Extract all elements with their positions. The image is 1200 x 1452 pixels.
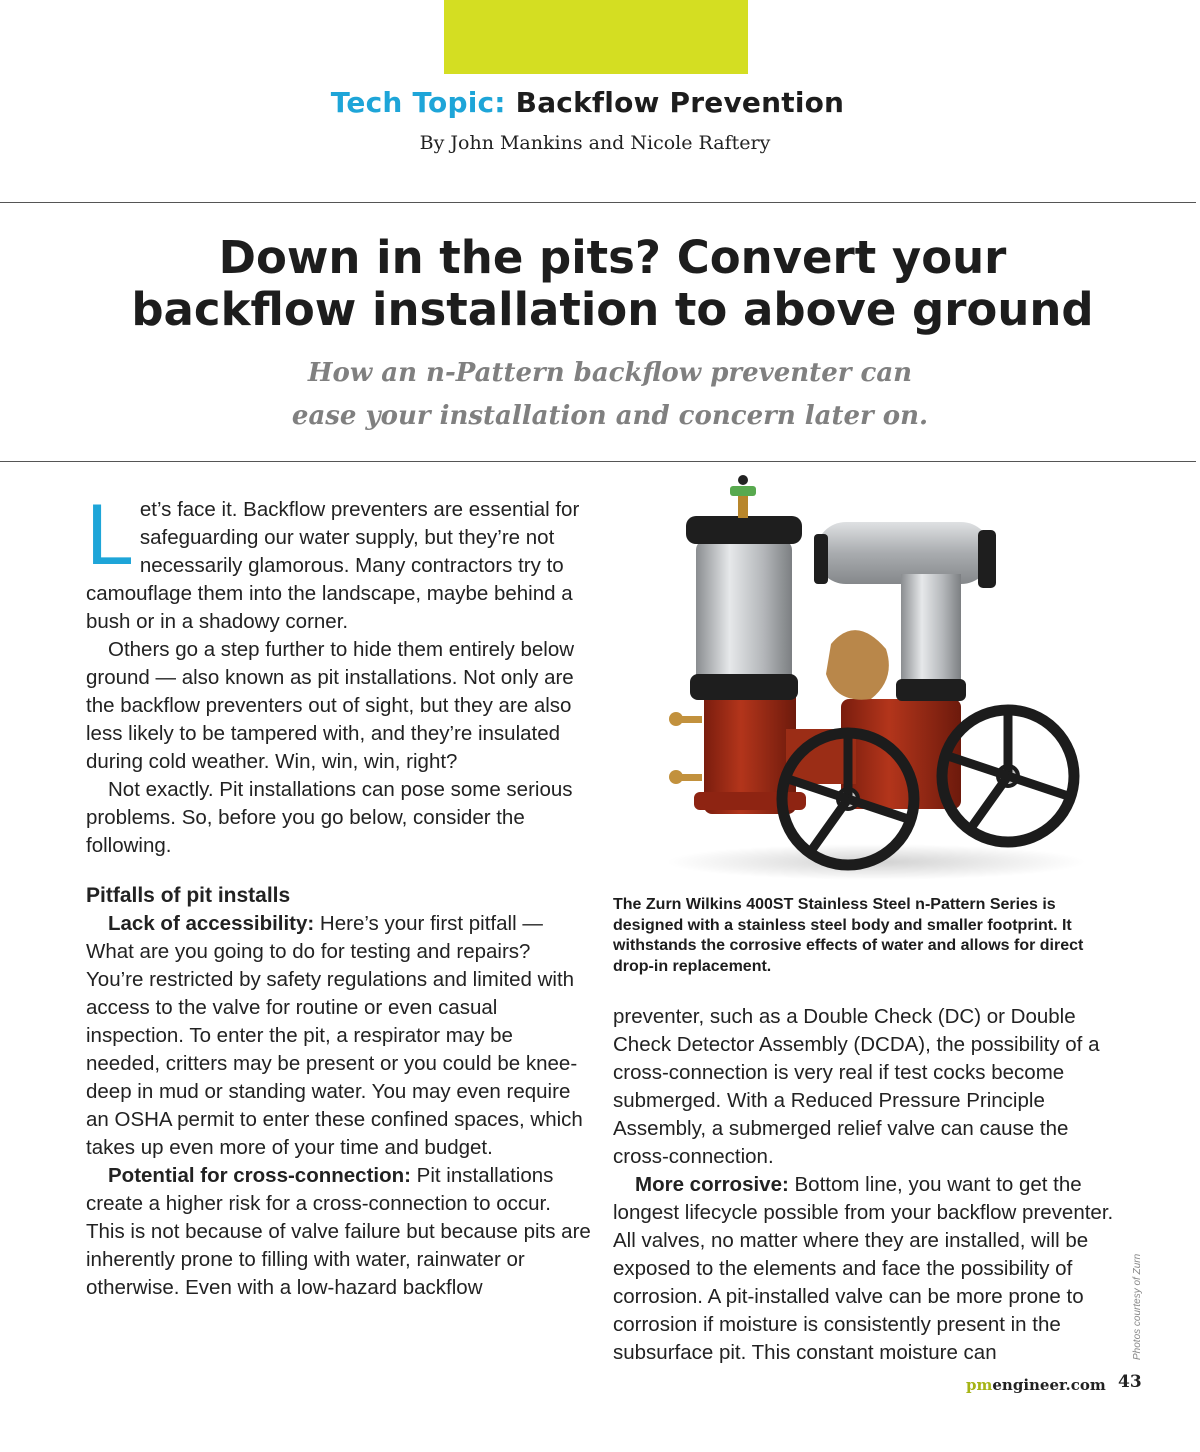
paragraph-3: Not exactly. Pit installations can pose some serious problems. So, before you go below, consider the following. — [86, 778, 573, 857]
paragraph-accessibility-text: Here’s your first pitfall — What are you going to do for testing and repairs? You’re restricted by safety regulations and limited with access to the valve for routine or even casual inspection. To enter the pit, a respirator may be needed, critters may be present or you could be knee-deep in mud or standing water. You may even require an OSHA permit to enter these confined spaces, which takes up even more of your time and budget. — [86, 912, 583, 1159]
paragraph-cross-connection — [86, 1162, 592, 1302]
tech-topic-heading — [0, 86, 1175, 119]
backflow-preventer-photo — [646, 474, 1096, 884]
paragraph-accessibility — [86, 910, 592, 1162]
subheading-pitfalls: Pitfalls of pit installs — [86, 884, 291, 907]
lead-in-accessibility: Lack of accessibility: — [108, 912, 315, 935]
paragraph-2: Others go a step further to hide them entirely below ground — also known as pit installations. Not only are the backflow preventers out of sight, but they are also less likely to be tampered with, and they’re insulated during cold weather. Win, win, win, right? — [86, 638, 575, 773]
deck-line-1: How an n-Pattern backflow preventer can — [307, 358, 913, 388]
body-column-right — [613, 1003, 1119, 1367]
section-tab-block — [444, 0, 748, 74]
headline — [60, 232, 1165, 336]
paragraph-cross-connection-text: Pit installations create a higher risk for a cross-connection to occur. This is not because of valve failure but because pits are inherently prone to filling with water, rainwater or otherwise. Even with a low-hazard backflow — [86, 1164, 591, 1299]
deck-divider — [0, 461, 1196, 462]
footer-site-accent: pm — [966, 1376, 993, 1394]
lead-in-cross-connection: Potential for cross-connection: — [108, 1164, 411, 1187]
headline-line-1: Down in the pits? Convert your — [218, 231, 1007, 284]
paragraph-continued: preventer, such as a Double Check (DC) or Double Check Detector Assembly (DCDA), the possibility of a cross-connection is very real if test cocks become submerged. With a Reduced Pressure Principle Assembly, a submerged relief valve can cause the cross-connection. — [613, 1005, 1100, 1168]
page-number: 43 — [1118, 1372, 1142, 1392]
headline-line-2: backflow installation to above ground — [131, 283, 1094, 336]
paragraph-intro — [86, 487, 592, 636]
deck — [120, 352, 1100, 438]
photo-caption: The Zurn Wilkins 400ST Stainless Steel n-Pattern Series is designed with a stainless steel body and smaller footprint. It withstands the corrosive effects of water and allows for direct drop-in replacement. — [613, 896, 1084, 975]
byline: By John Mankins and Nicole Raftery — [419, 132, 771, 154]
paragraph-1-text: et’s face it. Backflow preventers are essential for safeguarding our water supply, but they’re not necessarily glamorous. Many contractors try to camouflage them into the landscape, maybe behind a bush or in a shadowy corner. — [86, 498, 580, 633]
lead-in-corrosive: More corrosive: — [635, 1173, 789, 1196]
topic-title: Backflow Prevention — [515, 86, 845, 119]
photo-credit — [1132, 1250, 1146, 1370]
body-column-left — [86, 487, 592, 1302]
deck-line-2: ease your installation and concern later on. — [291, 401, 929, 431]
photo-credit-text: Photos courtesy of Zurn — [1132, 1253, 1143, 1360]
topic-label: Tech Topic: — [330, 86, 506, 119]
paragraph-corrosive-text: Bottom line, you want to get the longest lifecycle possible from your backflow preventer. All valves, no matter where they are installed, will be exposed to the elements and face the possibility of corrosion. A pit-installed valve can be more prone to corrosion if moisture is consistently present in the subsurface pit. This constant moisture can — [613, 1173, 1114, 1364]
footer-website — [966, 1376, 1106, 1394]
paragraph-corrosive — [613, 1171, 1119, 1367]
top-divider — [0, 202, 1196, 203]
footer-site-rest: engineer.com — [992, 1376, 1106, 1394]
drop-cap: L — [86, 487, 134, 583]
